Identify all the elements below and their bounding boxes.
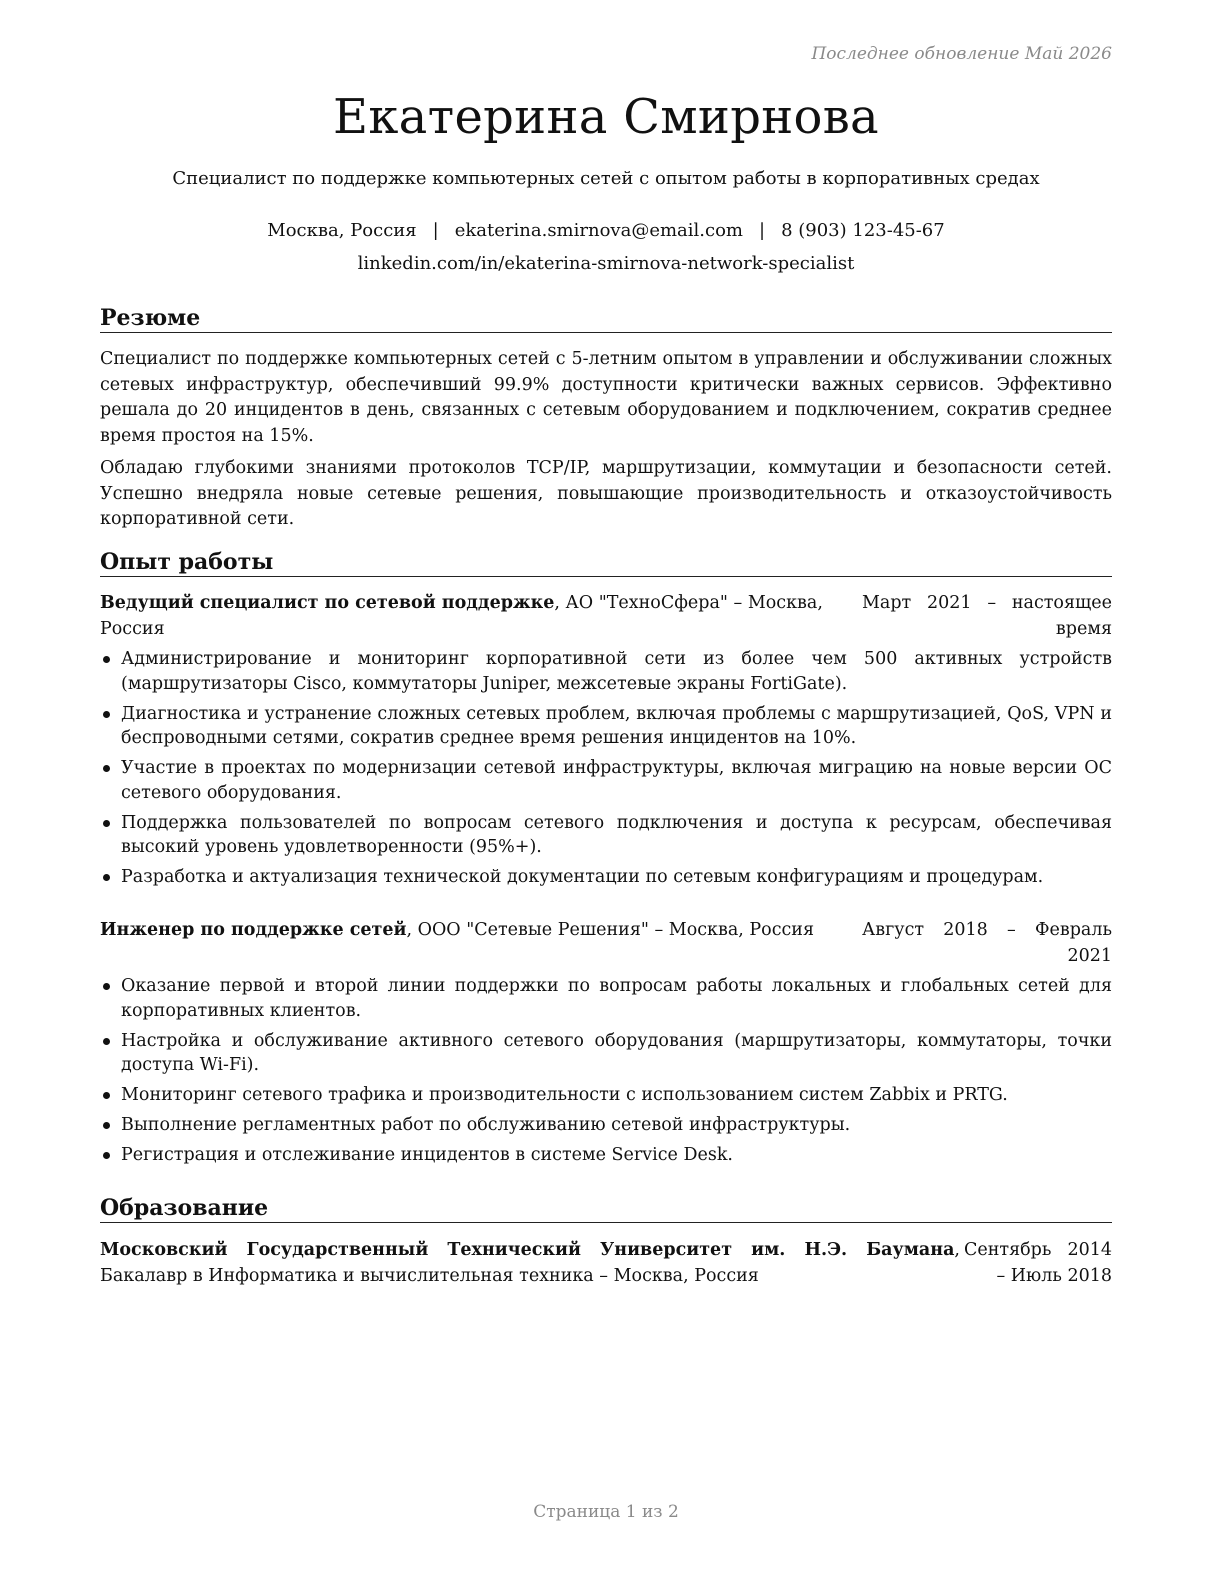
contact-separator: | xyxy=(432,220,439,241)
list-item: Настройка и обслуживание активного сетевого оборудования (маршрутизаторы, коммутаторы, точки доступа Wi-Fi). xyxy=(100,1029,1112,1078)
list-item: Оказание первой и второй линии поддержки по вопросам работы локальных и глобальных сетей для корпоративных клиентов. xyxy=(100,974,1112,1023)
page-number: Страница 1 из 2 xyxy=(533,1502,679,1522)
phone: 8 (903) 123-45-67 xyxy=(781,220,945,241)
list-item: Выполнение регламентных работ по обслуживанию сетевой инфраструктуры. xyxy=(100,1113,1112,1138)
job-bullets xyxy=(100,647,1112,895)
job-bullets xyxy=(100,974,1112,1173)
contact-separator: | xyxy=(759,220,766,241)
summary-paragraph: Специалист по поддержке компьютерных сетей с 5-летним опытом в управлении и обслуживании сложных сетевых инфраструктур, обеспечивший 99.9% доступности критически важных сервисов. Эффективно решала до 20 инцидентов в день, связанных с сетевым оборудованием и подключением, сократив среднее время простоя на 15%. xyxy=(100,349,1112,446)
education-institution: Московский Государственный Технический Университет им. Н.Э. Баумана xyxy=(100,1240,955,1260)
education-details: , Бакалавр в Информатика и вычислительная техника – Москва, Россия xyxy=(100,1240,960,1286)
list-item: Поддержка пользователей по вопросам сетевого подключения и доступа к ресурсам, обеспечивая высокий уровень удовлетворенности (95%+). xyxy=(100,811,1112,860)
job-dates: Август 2018 – Февраль 2021 xyxy=(862,920,1112,966)
email-link[interactable]: ekaterina.smirnova@email.com xyxy=(454,220,743,241)
job-position: Инженер по поддержке сетей xyxy=(100,920,407,940)
education-dates: Сентябрь 2014 – Июль 2018 xyxy=(964,1240,1112,1286)
section-title-summary: Резюме xyxy=(100,304,1112,333)
list-item: Участие в проектах по модернизации сетевой инфраструктуры, включая миграцию на новые версии ОС сетевого оборудования. xyxy=(100,756,1112,805)
list-item: Регистрация и отслеживание инцидентов в системе Service Desk. xyxy=(100,1143,1112,1168)
tagline: Специалист по поддержке компьютерных сетей с опытом работы в корпоративных средах xyxy=(172,168,1040,189)
section-title-education: Образование xyxy=(100,1194,1112,1223)
list-item: Администрирование и мониторинг корпоративной сети из более чем 500 активных устройств (маршрутизаторы Cisco, коммутаторы Juniper, межсетевые экраны FortiGate). xyxy=(100,647,1112,696)
job-company: , ООО "Сетевые Решения" – Москва, Россия xyxy=(406,920,815,940)
job-company: , АО "ТехноСфера" – Москва, Россия xyxy=(100,593,823,639)
location: Москва, Россия xyxy=(267,220,417,241)
linkedin-link[interactable]: linkedin.com/in/ekaterina-smirnova-network-specialist xyxy=(357,253,855,274)
summary-paragraph: Обладаю глубокими знаниями протоколов TCP/IP, маршрутизации, коммутации и безопасности сетей. Успешно внедряла новые сетевые решения, повышающие производительность и отказоустойчивость корпоративной сети. xyxy=(100,458,1112,529)
job-position: Ведущий специалист по сетевой поддержке xyxy=(100,593,555,613)
list-item: Диагностика и устранение сложных сетевых проблем, включая проблемы с маршрутизацией, QoS, VPN и беспроводными сетями, сократив среднее время решения инцидентов на 10%. xyxy=(100,702,1112,751)
section-title-experience: Опыт работы xyxy=(100,548,1112,577)
candidate-name: Екатерина Смирнова xyxy=(333,89,879,145)
education-entry xyxy=(100,1238,1112,1290)
list-item: Разработка и актуализация технической документации по сетевым конфигурациям и процедурам. xyxy=(100,865,1112,890)
last-updated: Последнее обновление Май 2026 xyxy=(811,44,1112,64)
resume-page xyxy=(100,0,1112,1584)
list-item: Мониторинг сетевого трафика и производительности с использованием систем Zabbix и PRTG. xyxy=(100,1083,1112,1108)
job-dates: Март 2021 – настоящее время xyxy=(862,593,1112,639)
contact-line xyxy=(100,219,1112,243)
